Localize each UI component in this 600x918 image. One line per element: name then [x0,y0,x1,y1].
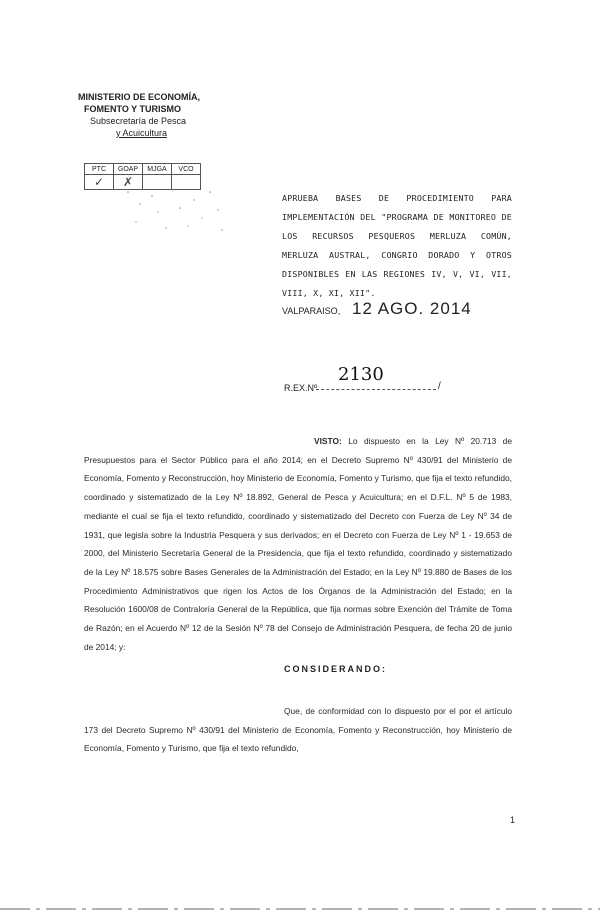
page-number: 1 [510,815,516,825]
place-label: VALPARAISO, [282,306,341,316]
ministry-header [78,91,200,139]
resolution-title: APRUEBA BASES DE PROCEDIMIENTO PARA IMPLEMENTACIÓN DEL "PROGRAMA DE MONITOREO DE LOS RECURSOS PESQUEROS MERLUZA COMÚN, MERLUZA AUSTRAL, CONGRIO DORADO Y OTROS DISPONIBLES EN LAS REGIONES IV, V, VI, VII, VIII, X, XI, XII". [282,193,512,298]
routing-header-goap: GOAP [114,164,143,175]
scan-speckle-marks [118,182,228,242]
considerando-paragraph [84,702,512,758]
visto-text: Lo dispuesto en la Ley Nº 20.713 de Presupuestos para el Sector Público para el año 2014; en el Decreto Supremo Nº 430/91 del Ministerio de Economía, Fomento y Reconstrucción, hoy Ministerio de Economía, Fomento y Turismo, que fija el texto refundido, coordinado y sistematizado de la Ley Nº 18.892, General de Pesca y Acuicultura; en el D.F.L. Nº 5 de 1983, mediante el cual se fija el texto refundido, coordinado y sistematizado del Decreto con Fuerza de Ley Nº 34 de 1931, que legisla sobre la Industria Pesquera y sus derivados; en el Decreto con Fuerza de Ley Nº 1 - 19.653 de 2000, del Ministerio Secretaría General de la Presidencia, que fija el texto refundido, coordinado y sistematizado de la Ley Nº 18.575 sobre Bases Generales de la Administración del Estado; en la Ley Nº 19.880 de Bases de los Procedimiento Administrativos que rigen los Actos de los Órganos de la Administración del Estado; en la Resolución 1600/08 de Contraloría General de la República, que fija normas sobre Exención del Trámite de Toma de Razón; en el Acuerdo Nº 12 de la Sesión Nº 78 del Consejo de Administración Pesquera, de fecha 20 de junio de 2014; y: [84,436,512,652]
initials-mark-1: ✓ [85,175,114,190]
initials-mark-2: ✗ [114,175,143,190]
considerando-heading: CONSIDERANDO: [284,664,388,674]
visto-paragraph [84,432,512,656]
date-stamp: 12 AGO. 2014 [352,299,472,318]
rex-number-line [316,389,436,390]
scan-footer-edge [0,908,600,910]
ministry-name-line2: FOMENTO Y TURISMO [84,104,182,114]
routing-header-vco: VCO [172,164,201,175]
rex-slash: / [438,381,441,392]
subsecretaria-line2: y Acuicultura [116,128,168,138]
rex-label: R.EX.Nº [284,383,318,393]
routing-header-ptc: PTC [85,164,114,175]
ministry-name-line1: MINISTERIO DE ECONOMÍA, [78,92,201,102]
considerando-text: Que, de conformidad con lo dispuesto por el por el artículo 173 del Decreto Supremo Nº 430/91 del Ministerio de Economía, Fomento y Reconstrucción, hoy Ministerio de Economía, Fomento y Turismo, que fija el texto refundido, [84,706,512,754]
routing-header-mjga: MJGA [143,164,172,175]
subsecretaria-line1: Subsecretaría de Pesca [90,116,187,126]
visto-label: VISTO: [314,436,342,446]
resolution-number: 2130 [338,364,384,385]
